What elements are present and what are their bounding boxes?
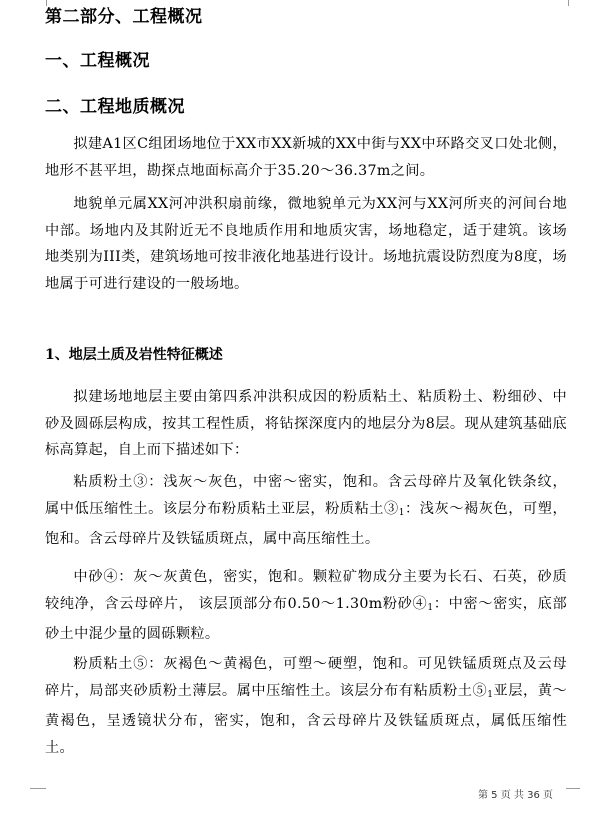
layer-5-text-a: 粉质粘土⑤：灰褐色～黄褐色，可塑～硬塑，饱和。可见铁锰质斑点及云母碎片，局部夹砂质粉土薄层。属中压缩性土。该层分布有粘质粉土⑤	[45, 656, 567, 699]
paragraph-layer-3	[45, 469, 567, 553]
section-heading-project-overview: 一、工程概况	[45, 51, 150, 71]
layer-4-text-a: 中砂④：灰～灰黄色，密实，饱和。颗粒矿物成分主要为长石、石英，砂质较纯净，含云母碎片， 该层顶部分布0.50～1.30m粉砂④	[45, 569, 567, 612]
page-number-footer: 第 5 页 共 36 页	[478, 790, 553, 801]
layer-4-text-b: ：中密～密实，底部砂土中混少量的圆砾颗粒。	[45, 595, 567, 642]
layer-3-subscript: 1	[398, 507, 405, 518]
crop-mark-top-right	[568, 0, 585, 6]
paragraph-strata-intro: 拟建场地地层主要由第四系冲洪积成因的粉质粘土、粘质粉土、粉细砂、中砂及圆砾层构成，按其工程性质，将钻探深度内的地层分为8层。现从建筑基础底标高算起，自上而下描述如下：	[45, 389, 567, 458]
layer-5-text-b: 亚层，黄～黄褐色，呈透镜状分布，密实，饱和，含云母碎片及铁锰质斑点，属低压缩性土。	[45, 682, 567, 756]
crop-mark-bottom-right	[566, 788, 580, 803]
part-heading: 第二部分、工程概况	[45, 7, 203, 27]
subheading-strata: 1、地层土质及岩性特征概述	[45, 347, 223, 363]
paragraph-layer-5	[45, 651, 567, 761]
paragraph-landform: 地貌单元属XX河冲洪积扇前缘，微地貌单元为XX河与XX河所夹的河间台地中部。场地内及其附近无不良地质作用和地质灾害，场地稳定，适于建筑。该场地类别为III类，建筑场地可按非液化地基进行设计。场地抗震设防烈度为8度，场地属于可进行建设的一般场地。	[45, 196, 567, 292]
layer-3-text-a: 粘质粉土③：浅灰～灰色，中密～密实，饱和。含云母碎片及氧化铁条纹，属中低压缩性土。该层分布粉质粘土亚层，粉质粘土③	[45, 474, 567, 517]
paragraph-layer-4	[45, 564, 567, 648]
section-heading-geology-overview: 二、工程地质概况	[45, 97, 185, 117]
layer-5-subscript: 1	[487, 689, 494, 700]
crop-mark-bottom-left	[30, 788, 46, 803]
layer-3-text-b: ：浅灰～褐灰色，可塑，饱和。含云母碎片及铁锰质斑点，属中高压缩性土。	[45, 500, 567, 547]
paragraph-site-location: 拟建A1区C组团场地位于XX市XX新城的XX中街与XX中环路交叉口处北侧，地形不甚平坦，勘探点地面标高介于35.20～36.37m之间。	[45, 136, 567, 179]
layer-4-subscript: 1	[427, 602, 434, 613]
